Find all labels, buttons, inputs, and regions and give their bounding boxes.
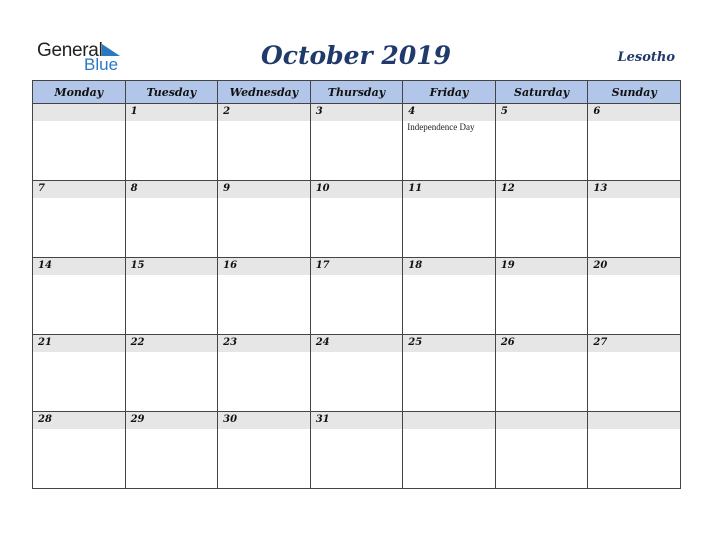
day-number: 27 — [593, 337, 608, 348]
day-cell — [218, 412, 311, 489]
day-number: 13 — [593, 183, 608, 194]
weekday-header: Tuesday — [125, 81, 218, 104]
day-header-bar — [403, 181, 495, 198]
day-header-bar — [218, 258, 310, 275]
weekday-header-row — [33, 81, 681, 104]
day-header-bar — [403, 258, 495, 275]
day-header-bar — [496, 181, 588, 198]
day-header-bar — [126, 412, 218, 429]
day-header-bar — [33, 181, 125, 198]
day-cell — [588, 104, 681, 181]
day-header-bar — [33, 335, 125, 352]
day-cell — [588, 335, 681, 412]
day-cell — [218, 258, 311, 335]
day-header-bar — [126, 181, 218, 198]
day-header-bar — [218, 335, 310, 352]
day-header-bar — [218, 412, 310, 429]
day-cell — [403, 104, 496, 181]
day-cell — [125, 181, 218, 258]
day-number: 20 — [593, 260, 608, 271]
day-cell — [310, 258, 403, 335]
day-header-bar — [311, 335, 403, 352]
day-header-bar — [311, 181, 403, 198]
day-number: 5 — [500, 106, 508, 117]
day-header-bar — [311, 258, 403, 275]
day-number: 31 — [315, 414, 330, 425]
day-cell — [125, 335, 218, 412]
day-cell — [495, 258, 588, 335]
day-cell — [218, 181, 311, 258]
day-header-bar — [311, 412, 403, 429]
calendar-title: October 2019 — [260, 41, 452, 70]
day-header-bar — [588, 258, 680, 275]
weekday-header: Thursday — [310, 81, 403, 104]
day-number: 30 — [223, 414, 238, 425]
day-cell — [495, 335, 588, 412]
day-number: 6 — [593, 106, 601, 117]
day-cell — [33, 104, 126, 181]
day-header-bar — [496, 258, 588, 275]
day-number: 9 — [223, 183, 231, 194]
day-number: 3 — [315, 106, 323, 117]
day-cell — [33, 181, 126, 258]
day-header-bar — [496, 335, 588, 352]
day-cell — [588, 181, 681, 258]
day-number: 25 — [408, 337, 423, 348]
day-header-bar — [403, 412, 495, 429]
day-cell — [218, 104, 311, 181]
weekday-header: Wednesday — [218, 81, 311, 104]
day-number: 4 — [408, 106, 416, 117]
day-number: 28 — [38, 414, 52, 425]
day-number: 23 — [223, 337, 238, 348]
week-row — [33, 335, 681, 412]
day-cell — [310, 335, 403, 412]
day-number: 16 — [223, 260, 238, 271]
day-cell — [588, 258, 681, 335]
week-row — [33, 104, 681, 181]
day-number: 12 — [500, 183, 515, 194]
day-cell — [588, 412, 681, 489]
day-cell — [403, 258, 496, 335]
day-cell — [125, 258, 218, 335]
day-number: 14 — [38, 260, 52, 271]
calendar-grid — [32, 80, 681, 489]
day-header-bar — [496, 104, 588, 121]
day-cell — [310, 412, 403, 489]
day-number: 8 — [130, 183, 138, 194]
country-label: Lesotho — [617, 50, 675, 65]
day-number: 26 — [500, 337, 515, 348]
day-cell — [218, 335, 311, 412]
weekday-header: Monday — [33, 81, 126, 104]
day-number: 22 — [130, 337, 145, 348]
day-cell — [403, 412, 496, 489]
day-header-bar — [218, 181, 310, 198]
day-cell — [125, 104, 218, 181]
day-number: 18 — [408, 260, 423, 271]
day-header-bar — [588, 181, 680, 198]
day-header-bar — [496, 412, 588, 429]
day-header-bar — [126, 104, 218, 121]
day-number: 10 — [315, 183, 330, 194]
day-header-bar — [33, 258, 125, 275]
day-number: 24 — [315, 337, 330, 348]
day-cell — [495, 412, 588, 489]
day-number: 21 — [38, 337, 52, 348]
day-number: 17 — [315, 260, 330, 271]
day-number: 15 — [130, 260, 145, 271]
day-header-bar — [588, 412, 680, 429]
day-cell — [33, 258, 126, 335]
day-header-bar — [218, 104, 310, 121]
day-cell — [125, 412, 218, 489]
day-header-bar — [403, 104, 495, 121]
day-header-bar — [311, 104, 403, 121]
day-cell — [403, 181, 496, 258]
day-number: 11 — [408, 183, 423, 194]
day-cell — [33, 412, 126, 489]
day-cell — [310, 104, 403, 181]
day-header-bar — [126, 335, 218, 352]
weekday-header: Sunday — [588, 81, 681, 104]
day-number: 19 — [500, 260, 515, 271]
day-header-bar — [403, 335, 495, 352]
holiday-label: Independence Day — [407, 122, 475, 132]
day-header-bar — [588, 104, 680, 121]
day-number: 2 — [223, 106, 231, 117]
day-header-bar — [33, 104, 125, 121]
day-number: 1 — [130, 106, 138, 117]
weekday-header: Friday — [403, 81, 496, 104]
brand-name-blue: Blue — [84, 55, 119, 74]
day-cell — [495, 181, 588, 258]
day-cell — [33, 335, 126, 412]
day-number: 29 — [130, 414, 145, 425]
day-header-bar — [588, 335, 680, 352]
week-row — [33, 181, 681, 258]
day-cell — [403, 335, 496, 412]
week-row — [33, 412, 681, 489]
weekday-header: Saturday — [495, 81, 588, 104]
day-header-bar — [33, 412, 125, 429]
day-cell — [495, 104, 588, 181]
brand-name-general: General — [37, 40, 103, 61]
day-header-bar — [126, 258, 218, 275]
week-row — [33, 258, 681, 335]
day-cell — [310, 181, 403, 258]
day-number: 7 — [38, 183, 45, 194]
